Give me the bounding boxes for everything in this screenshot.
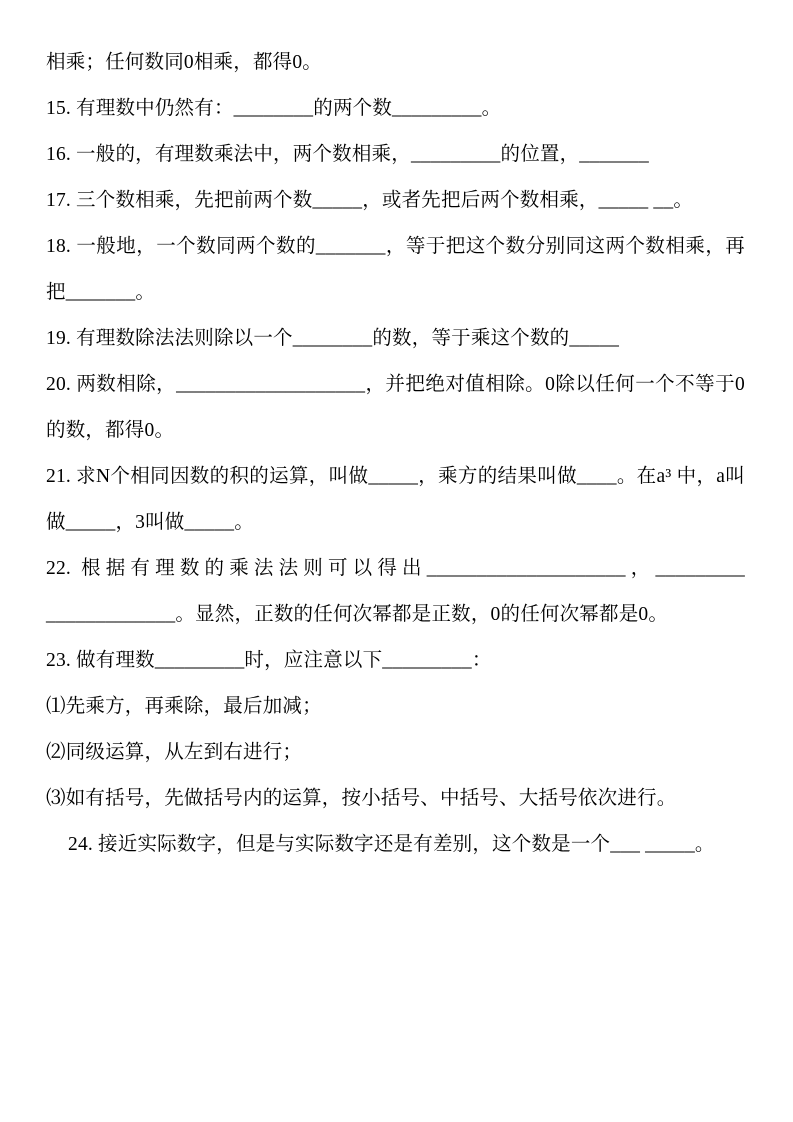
paragraph-continued: 相乘；任何数同0相乘，都得0。 — [46, 52, 323, 73]
document-body — [46, 40, 745, 868]
paragraph-item-17: 17. 三个数相乘，先把前两个数_____，或者先把后两个数相乘，_____ __。 — [46, 190, 694, 211]
paragraph-item-23: 23. 做有理数_________时，应注意以下_________： — [46, 650, 492, 671]
paragraph-item-16: 16. 一般的，有理数乘法中，两个数相乘，_________的位置，_______ — [46, 144, 649, 165]
paragraph-item-15: 15. 有理数中仍然有：________的两个数_________。 — [46, 98, 502, 119]
paragraph-item-23-sub-1: ⑴先乘方，再乘除，最后加减； — [46, 696, 322, 717]
paragraph-item-21: 21. 求N个相同因数的积的运算，叫做_____，乘方的结果叫做____。在a³ 中，a叫做_____，3叫做_____。 — [46, 466, 745, 533]
paragraph-item-23-sub-2: ⑵同级运算，从左到右进行； — [46, 742, 303, 763]
paragraph-item-18: 18. 一般地，一个数同两个数的_______，等于把这个数分别同这两个数相乘，再把_______。 — [46, 236, 745, 303]
paragraph-item-24: 24. 接近实际数字，但是与实际数字还是有差别，这个数是一个___ _____。 — [68, 834, 715, 855]
paragraph-item-20: 20. 两数相除，___________________，并把绝对值相除。0除以任何一个不等于0的数，都得0。 — [46, 374, 745, 441]
paragraph-item-19: 19. 有理数除法法则除以一个________的数，等于乘这个数的_____ — [46, 328, 620, 349]
paragraph-item-22: 22. 根据有理数的乘法法则可以得出____________________，_________ _____________。显然，正数的任何次幂都是正数，0的任何次幂都是0。 — [46, 558, 745, 625]
paragraph-item-23-sub-3: ⑶如有括号，先做括号内的运算，按小括号、中括号、大括号依次进行。 — [46, 788, 677, 809]
